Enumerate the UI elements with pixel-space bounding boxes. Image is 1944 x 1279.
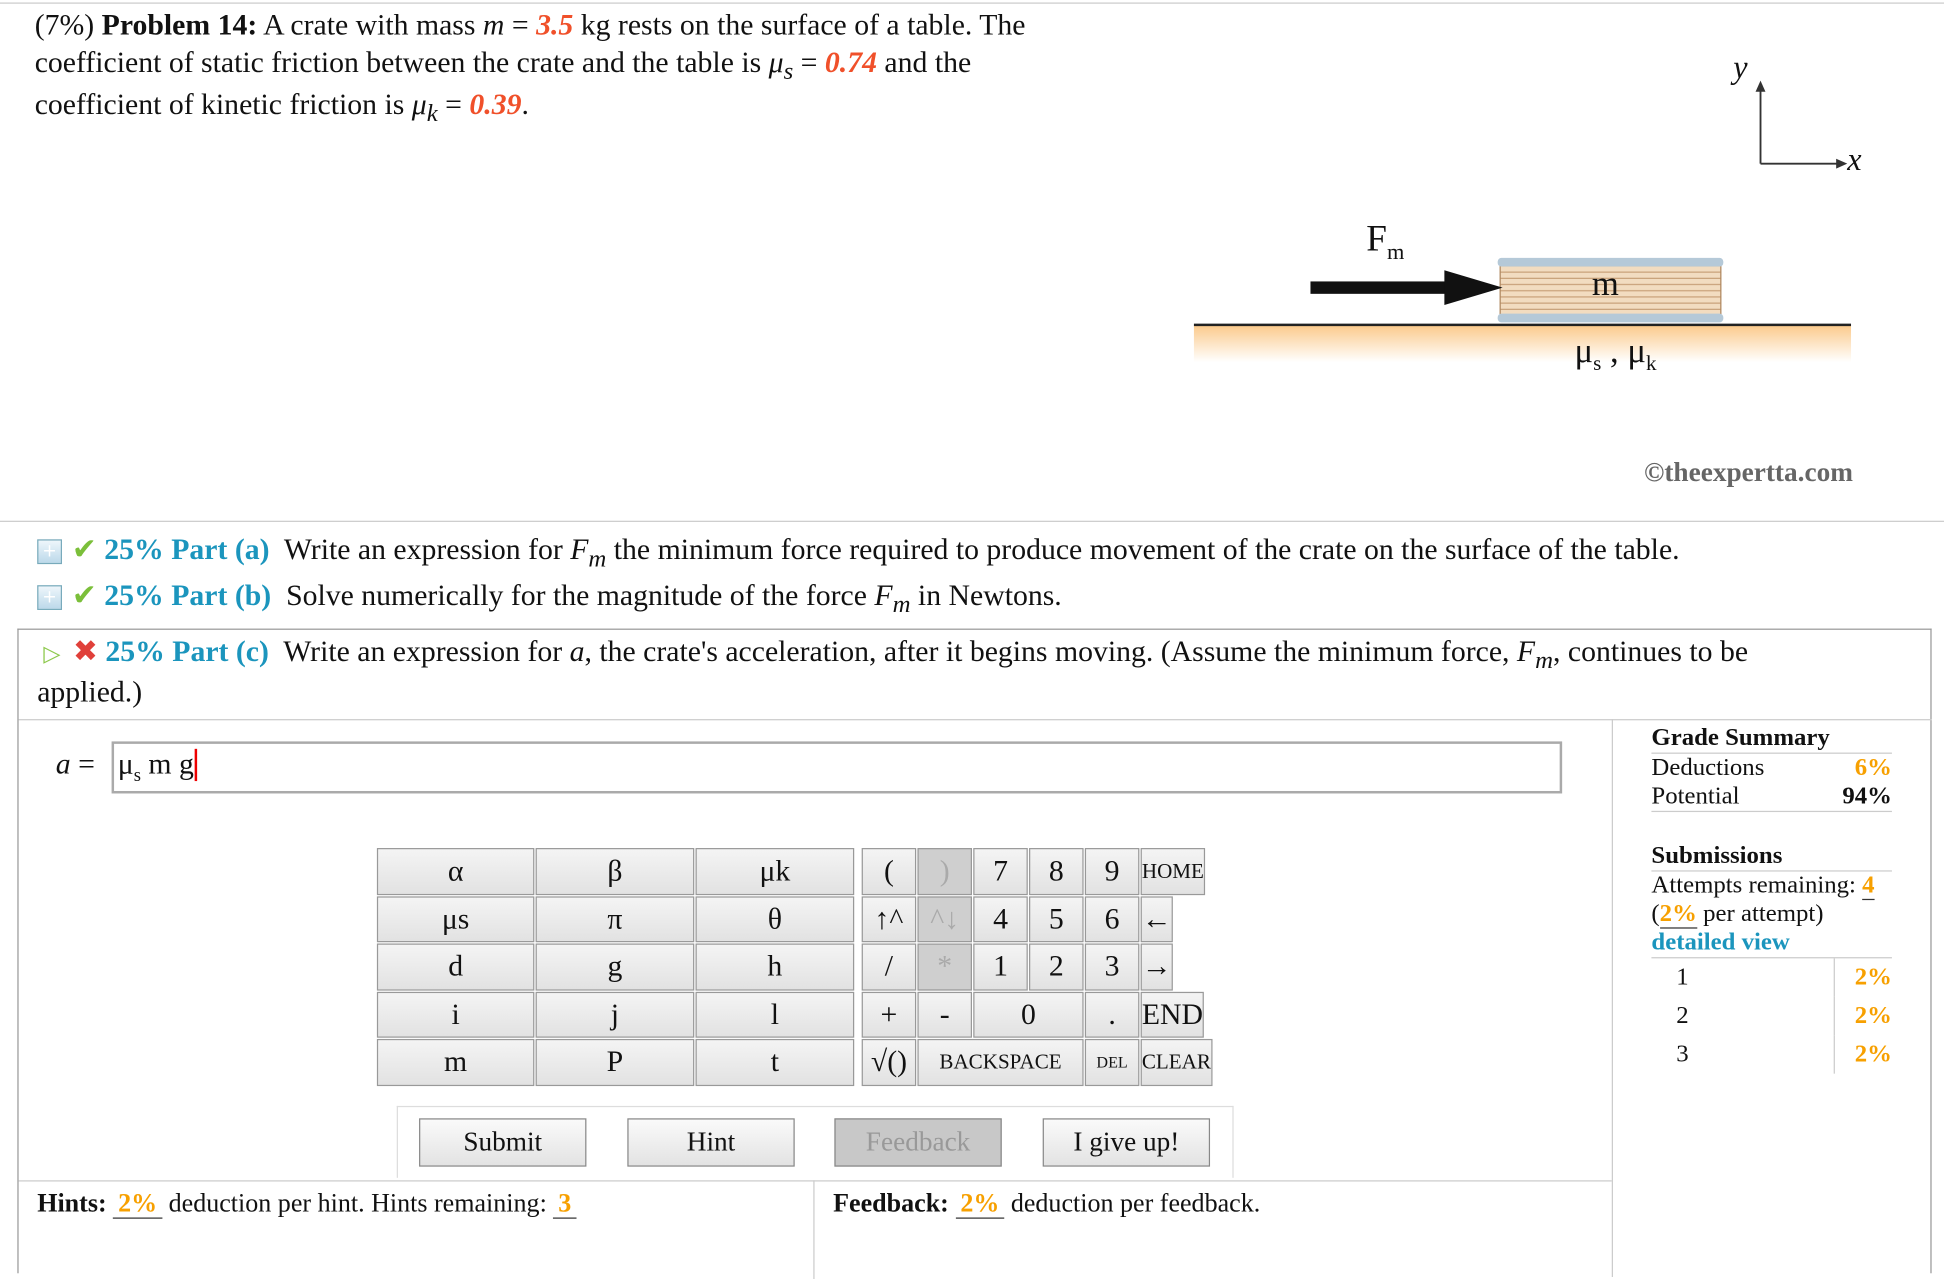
key-t[interactable]: t: [696, 1039, 855, 1085]
force-arrow: [1310, 281, 1446, 293]
key-2[interactable]: 2: [1029, 943, 1084, 989]
expand-icon[interactable]: +: [37, 540, 62, 565]
key-0[interactable]: 0: [973, 991, 1083, 1037]
key-END[interactable]: END: [1141, 991, 1205, 1037]
divider: [19, 719, 1932, 720]
per-attempt: (2% per attempt): [1651, 900, 1824, 928]
key-)[interactable]: ): [917, 848, 972, 894]
submit-button[interactable]: Submit: [419, 1118, 586, 1166]
part-c-continued: applied.): [37, 676, 143, 710]
give-up-button[interactable]: I give up!: [1043, 1118, 1210, 1166]
submissions-title: Submissions: [1651, 842, 1892, 872]
detailed-view-link[interactable]: detailed view: [1651, 929, 1892, 959]
top-divider: [0, 2, 1944, 3]
play-icon: ▷: [43, 640, 61, 668]
submission-number: 1: [1651, 958, 1834, 996]
submission-number: 3: [1651, 1035, 1834, 1073]
text-cursor: [195, 749, 205, 781]
submission-deduction: 2%: [1854, 1040, 1892, 1068]
key-6[interactable]: 6: [1085, 896, 1140, 942]
key-m[interactable]: m: [377, 1039, 534, 1085]
key-BACKSPACE[interactable]: BACKSPACE: [917, 1039, 1083, 1085]
crate-label: m: [1591, 265, 1619, 304]
submission-deduction: 2%: [1854, 1001, 1892, 1030]
key-1[interactable]: 1: [973, 943, 1028, 989]
key-7[interactable]: 7: [973, 848, 1028, 894]
force-label: $F_m$: [1366, 218, 1405, 265]
key-^↓[interactable]: ^↓: [917, 896, 972, 942]
y-axis-label: y: [1733, 49, 1748, 86]
part-a-row[interactable]: + ✔ 25% Part (a) Write an expression for $F_m$ the minimum force required to produce movement of the crate on the surface of the table.: [37, 532, 1679, 574]
key-l[interactable]: l: [696, 991, 855, 1037]
key-DEL[interactable]: DEL: [1085, 1039, 1140, 1085]
divider: [813, 1180, 814, 1279]
key-→[interactable]: →: [1141, 943, 1173, 989]
copyright: ©theexpertta.com: [1643, 456, 1853, 488]
answer-label: a =: [55, 748, 95, 782]
problem-line-1: (7%) Problem 14: A crate with mass m = 3.5 kg rests on the surface of a table. The: [34, 9, 1026, 43]
divider: [1612, 719, 1613, 1277]
submission-deduction: 2%: [1854, 963, 1892, 991]
part-c-row: ▷ ✖ 25% Part (c) Write an expression for a, the crate's acceleration, after it begins moving. (Assume the minimum force, $F_m$, continues to be: [43, 633, 1749, 675]
mass-value: 3.5: [536, 9, 574, 43]
key-P[interactable]: P: [536, 1039, 695, 1085]
problem-line-3: coefficient of kinetic friction is $\mu_k = 0.39$.: [34, 89, 529, 128]
key-↑^[interactable]: ↑^: [862, 896, 917, 942]
key-([interactable]: (: [862, 848, 917, 894]
submission-row: [1651, 997, 1892, 1035]
key-d[interactable]: d: [377, 943, 534, 989]
expand-icon[interactable]: +: [37, 586, 62, 611]
x-mark-icon: ✖: [72, 633, 98, 669]
potential-row: Potential 94%: [1651, 782, 1892, 812]
key-θ[interactable]: θ: [696, 896, 855, 942]
part-c-panel: [17, 629, 1931, 1274]
hint-button[interactable]: Hint: [627, 1118, 794, 1166]
key-4[interactable]: 4: [973, 896, 1028, 942]
key--[interactable]: -: [917, 991, 972, 1037]
key-+[interactable]: +: [862, 991, 917, 1037]
key-/[interactable]: /: [862, 943, 917, 989]
key-i[interactable]: i: [377, 991, 534, 1037]
table-surface: [1194, 325, 1851, 362]
key-HOME[interactable]: HOME: [1141, 848, 1206, 894]
answer-input[interactable]: $\mu_s$ m g: [112, 741, 1563, 793]
submission-row: [1651, 1035, 1892, 1073]
key-9[interactable]: 9: [1085, 848, 1140, 894]
feedback-info: Feedback: 2% deduction per feedback.: [833, 1187, 1261, 1218]
muk-value: 0.39: [469, 89, 522, 122]
submission-number: 2: [1651, 997, 1834, 1035]
checkmark-icon: ✔: [71, 577, 97, 613]
key-8[interactable]: 8: [1029, 848, 1084, 894]
key-√()[interactable]: √(): [862, 1039, 917, 1085]
key-μk[interactable]: μk: [696, 848, 855, 894]
submission-row: [1651, 958, 1892, 996]
friction-label: $\mu_s$ , $\mu_k$: [1574, 332, 1657, 376]
key-β[interactable]: β: [536, 848, 695, 894]
key-5[interactable]: 5: [1029, 896, 1084, 942]
submissions-table: [1651, 958, 1892, 1073]
key-*[interactable]: *: [917, 943, 972, 989]
mus-value: 0.74: [824, 47, 877, 80]
key-.[interactable]: .: [1085, 991, 1140, 1037]
attempts-remaining: Attempts remaining: 4: [1651, 871, 1875, 899]
key-3[interactable]: 3: [1085, 943, 1140, 989]
checkmark-icon: ✔: [71, 531, 97, 567]
key-μs[interactable]: μs: [377, 896, 534, 942]
grade-summary: [1651, 724, 1892, 1074]
key-g[interactable]: g: [536, 943, 695, 989]
key-CLEAR[interactable]: CLEAR: [1141, 1039, 1213, 1085]
key-π[interactable]: π: [536, 896, 695, 942]
hints-info: Hints: 2% deduction per hint. Hints remaining: 3: [37, 1188, 576, 1219]
grade-summary-title: Grade Summary: [1651, 724, 1892, 754]
problem-line-2: coefficient of static friction between the crate and the table is $\mu_s = 0.74$ and the: [34, 47, 972, 86]
feedback-button[interactable]: Feedback: [834, 1118, 1001, 1166]
deductions-row: Deductions 6%: [1651, 753, 1892, 782]
key-←[interactable]: ←: [1141, 896, 1173, 942]
problem-diagram: [1165, 50, 1909, 496]
divider: [0, 521, 1944, 522]
key-h[interactable]: h: [696, 943, 855, 989]
divider: [19, 1180, 1612, 1181]
x-axis-label: x: [1847, 141, 1862, 178]
key-j[interactable]: j: [536, 991, 695, 1037]
key-α[interactable]: α: [377, 848, 534, 894]
diagram-graphics: [1165, 50, 1909, 496]
part-b-row[interactable]: + ✔ 25% Part (b) Solve numerically for the magnitude of the force $F_m$ in Newtons.: [37, 578, 1062, 620]
